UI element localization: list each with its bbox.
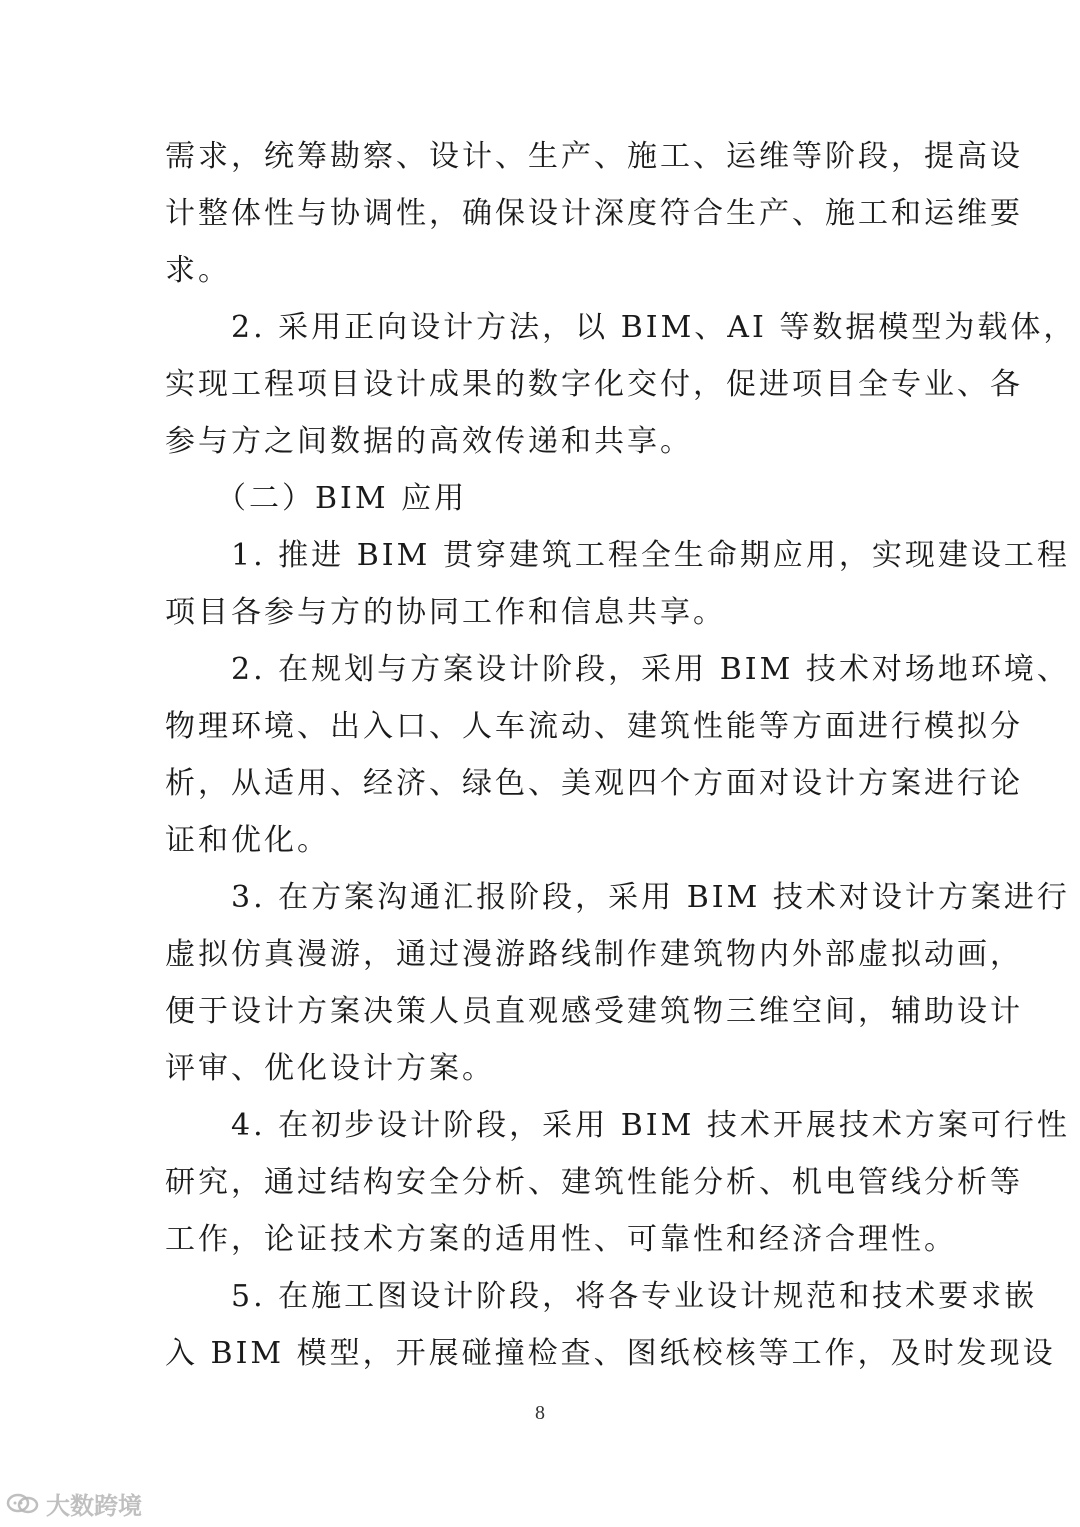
section-heading: （二）BIM 应用 [165, 481, 468, 516]
text-line: 研究，通过结构安全分析、建筑性能分析、机电管线分析等 [165, 1165, 1023, 1200]
text-line: 物理环境、出入口、人车流动、建筑性能等方面进行模拟分 [165, 709, 1023, 744]
text-line: 求。 [165, 253, 231, 288]
page-number: 8 [535, 1402, 545, 1424]
text-line: 1. 推进 BIM 贯穿建筑工程全生命期应用，实现建设工程 [165, 538, 1070, 573]
text-line: 便于设计方案决策人员直观感受建筑物三维空间，辅助设计 [165, 994, 1023, 1029]
text-line: 评审、优化设计方案。 [165, 1051, 495, 1086]
document-body [165, 128, 1077, 1382]
text-line: 项目各参与方的协同工作和信息共享。 [165, 595, 726, 630]
text-line: 参与方之间数据的高效传递和共享。 [165, 424, 693, 459]
text-line: 计整体性与协调性，确保设计深度符合生产、施工和运维要 [165, 196, 1023, 231]
text-line: 需求，统筹勘察、设计、生产、施工、运维等阶段，提高设 [165, 139, 1023, 174]
text-line: 析，从适用、经济、绿色、美观四个方面对设计方案进行论 [165, 766, 1023, 801]
speech-bubble-icon [6, 1492, 40, 1516]
text-line: 3. 在方案沟通汇报阶段，采用 BIM 技术对设计方案进行 [165, 880, 1070, 915]
text-line: 工作，论证技术方案的适用性、可靠性和经济合理性。 [165, 1222, 957, 1257]
text-line: 2. 在规划与方案设计阶段，采用 BIM 技术对场地环境、 [165, 652, 1070, 687]
text-line: 2. 采用正向设计方法，以 BIM、AI 等数据模型为载体， [165, 310, 1077, 345]
watermark-text: 大数跨境 [46, 1492, 142, 1520]
text-line: 入 BIM 模型，开展碰撞检查、图纸校核等工作，及时发现设 [165, 1336, 1056, 1371]
text-line: 虚拟仿真漫游，通过漫游路线制作建筑物内外部虚拟动画， [165, 937, 1023, 972]
text-line: 4. 在初步设计阶段，采用 BIM 技术开展技术方案可行性 [165, 1108, 1070, 1143]
watermark [6, 1486, 142, 1521]
text-line: 实现工程项目设计成果的数字化交付，促进项目全专业、各 [165, 367, 1023, 402]
text-line: 5. 在施工图设计阶段，将各专业设计规范和技术要求嵌 [165, 1279, 1038, 1314]
text-line: 证和优化。 [165, 823, 330, 858]
